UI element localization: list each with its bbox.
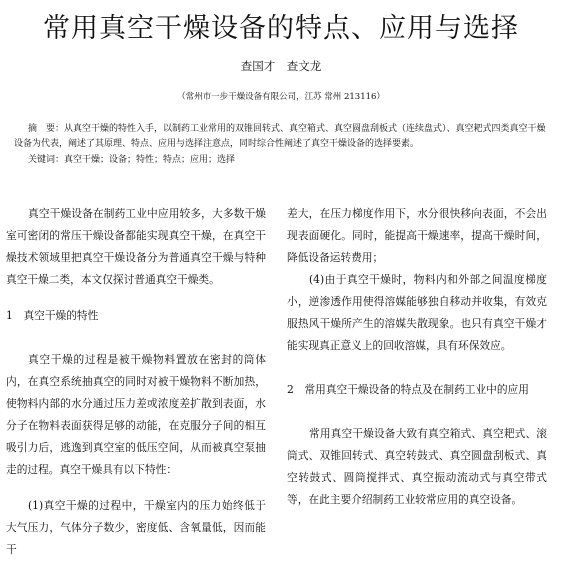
- abstract: 摘 要：从真空干燥的特性入手，以制药工业常用的双锥回转式、真空箱式、真空圆盘刮板式（连续盘式）、真空耙式四类真空干燥设备为代表，阐述了其原理、特点、应用与选择注意点，同时综合性阐述了真空干燥设备的选择要素。: [14, 124, 546, 149]
- intro-paragraph: 真空干燥设备在制药工业中应用较多，大多数干燥室可密闭的常压干燥设备都能实现真空干燥，在真空干燥技术领域里把真空干燥设备分为普通真空干燥与特种真空干燥二类，本文仅探讨普通真空干燥类。: [6, 207, 266, 286]
- right-column: [287, 203, 547, 511]
- point-4-paragraph: (4)由于真空干燥时，物料内和外部之间温度梯度小，逆渗透作用使得溶媒能够独自移动并收集，有效克服热风干燥所产生的溶媒失散现象。也只有真空干燥才能实现真正意义上的回收溶媒，具有环保效应。: [287, 273, 547, 352]
- continued-paragraph: 差大，在压力梯度作用下，水分很快移向表面，不会出现表面硬化。同时，能提高干燥速率，提高干燥时间，降低设备运转费用；: [287, 207, 547, 264]
- keywords: 关键词：真空干燥；设备；特性；特点；应用；选择: [28, 155, 236, 165]
- paper-title: 常用真空干燥设备的特点、应用与选择: [43, 13, 519, 44]
- paper-authors: 查国才 查文龙: [240, 59, 322, 73]
- author-affiliation: （常州市一步干燥设备有限公司，江苏 常州 213116）: [177, 92, 385, 102]
- point-1-paragraph: (1)真空干燥的过程中，干燥室内的压力始终低于大气压力，气体分子数少，密度低、含氧量低，因而能干: [6, 499, 266, 556]
- section-2-paragraph: 常用真空干燥设备大致有真空箱式、真空耙式、滚筒式、双锥回转式、真空转鼓式、真空圆盘刮板式、真空转鼓式、圆筒搅拌式、真空振动流动式与真空带式等，在此主要介绍制药工业较常应用的真空设备。: [287, 427, 547, 506]
- section-1-paragraph: 真空干燥的过程是被干燥物料置放在密封的筒体内，在真空系统抽真空的同时对被干燥物料不断加热，使物料内部的水分通过压力差或浓度差扩散到表面，水分子在物料表面获得足够的动能，在克服分子间的相互吸引力后，逃逸到真空室的低压空间，从而被真空泵抽走的过程。真空干燥具有以下特性：: [6, 353, 266, 476]
- section-2-heading: 2 常用真空干燥设备的特点及在制药工业中的应用: [287, 383, 529, 396]
- section-1-heading: 1 真空干燥的特性: [6, 309, 99, 322]
- left-column: [6, 203, 266, 561]
